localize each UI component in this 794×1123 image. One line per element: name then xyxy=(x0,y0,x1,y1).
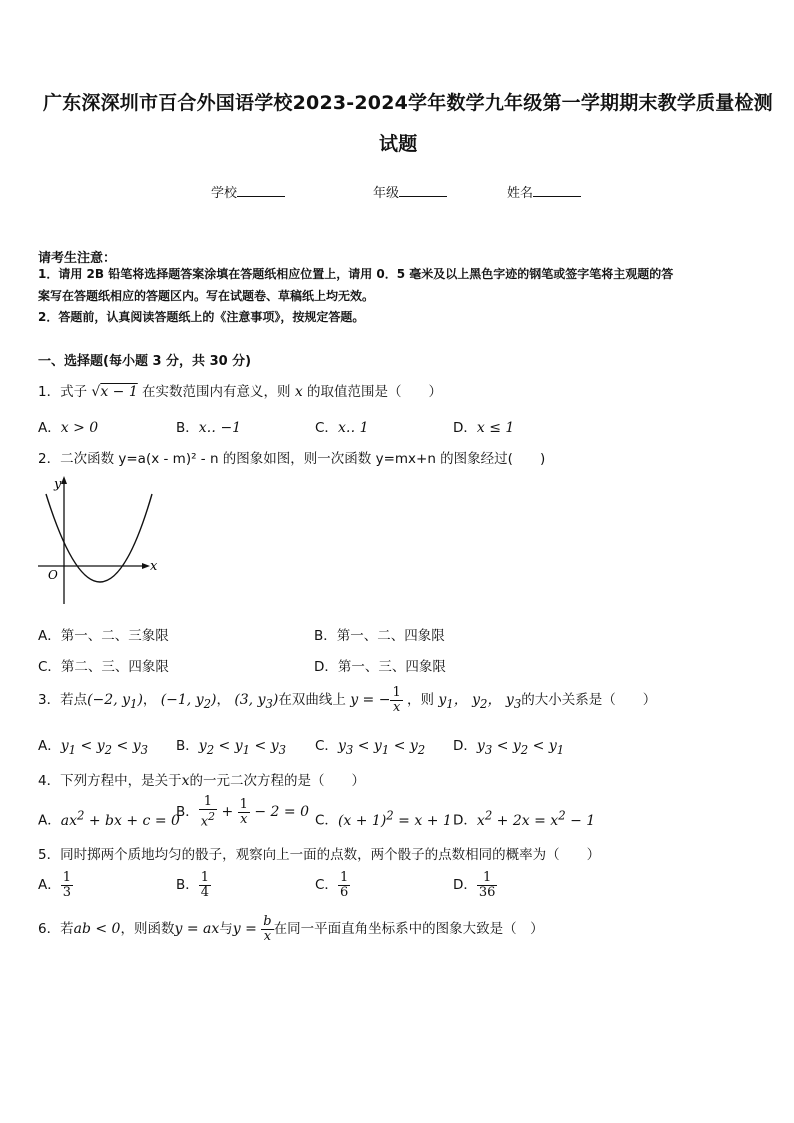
q3-point1: (−2, $y_1$) xyxy=(87,692,143,711)
q3-option-b[interactable] xyxy=(176,734,286,757)
q3-point3: (3, $y_3$) xyxy=(234,692,279,711)
q4-b-label: B． xyxy=(176,804,199,821)
y-axis-arrow xyxy=(61,476,67,484)
q4-pre: 4．下列方程中，是关于 xyxy=(38,773,182,789)
q4-c-expr: $(x + 1)^2 = x + 1$ xyxy=(337,808,452,829)
q4-c-label: C． xyxy=(315,812,338,829)
q4-option-a[interactable] xyxy=(38,800,180,836)
q1-option-d[interactable] xyxy=(453,416,514,436)
q5-b-frac: $\frac{1}{4}$ xyxy=(200,869,210,900)
school-label: 学校 xyxy=(211,186,238,201)
q6-func1: y = ax xyxy=(174,921,220,937)
q2-parabola-graph xyxy=(34,474,164,608)
q4-variable: x xyxy=(181,773,190,789)
q1-b-expr: x‥ −1 xyxy=(198,420,242,436)
q3-mid: 在双曲线上 xyxy=(278,692,346,708)
name-label: 姓名 xyxy=(507,186,534,201)
q3-d-label: D． xyxy=(453,738,477,754)
q3-option-d[interactable] xyxy=(453,734,564,757)
q1-a-label: A． xyxy=(38,420,61,436)
q3-fraction: $\frac{1}{x}$ xyxy=(392,684,401,715)
q1-option-c[interactable] xyxy=(315,416,369,436)
notice-item2: 2．答题前，认真阅读答题纸上的《注意事项》，按规定答题。 xyxy=(38,310,365,324)
q1-d-label: D． xyxy=(453,420,477,436)
page-title-line2: 试题 xyxy=(379,133,418,155)
q1-d-expr: x ≤ 1 xyxy=(476,420,515,436)
q6-func2-lhs: y = xyxy=(232,921,262,937)
name-blank xyxy=(533,184,581,197)
q4-d-label: D． xyxy=(453,812,477,829)
notice-item1-line1: 1．请用 2B 铅笔将选择题答案涂填在答题纸相应位置上，请用 0．5 毫米及以上黑色字迹的钢笔或签字笔将主观题的答 xyxy=(38,267,674,281)
q5-option-d[interactable] xyxy=(453,868,497,902)
parabola-curve xyxy=(46,494,152,582)
q1-c-expr: x‥ 1 xyxy=(337,420,369,436)
q1-variable: x xyxy=(294,384,303,400)
q3-b-expr: $y_2 < y_1 < y_3$ xyxy=(198,738,287,757)
q3-tail: 的大小关系是（ ） xyxy=(521,692,657,708)
q6-condition: ab < 0 xyxy=(73,921,121,937)
school-field xyxy=(211,182,285,201)
page-title: 广东深深圳市百合外国语学校2023-2024学年数学九年级第一学期期末教学质量检测 xyxy=(43,92,773,114)
q3-a-expr: $y_1 < y_2 < y_3$ xyxy=(60,738,149,757)
q6-post: 在同一平面直角坐标系中的图象大致是（ ） xyxy=(273,921,544,937)
q5-b-label: B． xyxy=(176,877,199,893)
x-axis-arrow xyxy=(142,563,150,569)
q5-option-b[interactable] xyxy=(176,868,211,902)
q2-option-d[interactable]: D．第一、三、四象限 xyxy=(314,659,446,675)
q5-d-label: D． xyxy=(453,877,477,893)
question-2-stem: 2．二次函数 y=a(x - m)² - n 的图象如图，则一次函数 y=mx+n 的图象经过( ) xyxy=(38,451,546,467)
q2-option-c[interactable]: C．第二、三、四象限 xyxy=(38,659,169,675)
q3-c-expr: $y_3 < y_1 < y_2$ xyxy=(337,738,426,757)
q5-a-label: A． xyxy=(38,877,61,893)
q6-func2-frac: $\frac{b}{x}$ xyxy=(263,913,272,944)
question-3-stem: 3．若点(−2, $y_1$)， (−1, $y_2$)， (3, $y_3$)在双曲线上 y = − $\frac{1}{x}$ ，则 $y_1$， $y_2$， $y_3$的大小关系是（ ） xyxy=(38,684,657,715)
question-6-stem xyxy=(38,912,544,946)
q3-point2: (−1, $y_2$) xyxy=(160,692,217,711)
q4-b-tail: − 2 = 0 xyxy=(249,804,309,821)
notice-item1-line2: 案写在答题纸相应的答题区内。写在试题卷、草稿纸上均无效。 xyxy=(38,289,375,303)
q3-vars: $y_1$， $y_2$， $y_3$ xyxy=(438,692,522,711)
q1-post: 的取值范围是（ ） xyxy=(307,384,443,400)
origin-label: O xyxy=(48,568,58,582)
question-5-stem: 5．同时掷两个质地均匀的骰子，观察向上一面的点数，两个骰子的点数相同的概率为（ ） xyxy=(38,847,601,863)
q6-mid2: 与 xyxy=(219,921,233,937)
q4-d-expr: $x^2 + 2x = x^2 - 1$ xyxy=(476,808,596,829)
question-4-stem xyxy=(38,769,365,789)
q4-post: 的一元二次方程的是（ ） xyxy=(189,773,365,789)
q3-pre: 3．若点 xyxy=(38,692,88,708)
q6-pre: 6．若 xyxy=(38,921,74,937)
q6-mid1: ，则函数 xyxy=(120,921,175,937)
q3-option-c[interactable] xyxy=(315,734,425,757)
q5-c-label: C． xyxy=(315,877,338,893)
q1-option-a[interactable] xyxy=(38,416,98,436)
q1-pre: 1．式子 xyxy=(38,384,88,400)
q4-b-frac2: $\frac{1}{x}$ xyxy=(239,796,248,827)
grade-blank xyxy=(399,184,447,197)
notice-heading: 请考生注意： xyxy=(38,251,117,266)
q2-option-a[interactable]: A．第一、二、三象限 xyxy=(38,628,169,644)
q2-option-b[interactable]: B．第一、二、四象限 xyxy=(314,628,445,644)
q4-a-expr: $ax^2$ + bx + c = 0 xyxy=(60,808,180,829)
q3-function-lhs: y = − xyxy=(350,692,391,708)
grade-field xyxy=(373,182,447,201)
q5-d-frac: $\frac{1}{36}$ xyxy=(478,869,496,900)
q4-option-d[interactable] xyxy=(453,800,595,836)
grade-label: 年级 xyxy=(373,186,400,201)
q1-a-expr: x > 0 xyxy=(60,420,99,436)
q3-post: ，则 xyxy=(407,692,435,708)
q1-sqrt-expr: √x − 1 xyxy=(91,384,138,400)
q5-option-c[interactable] xyxy=(315,868,350,902)
q4-option-b[interactable]: B． $\frac{1}{x^2}$ + $\frac{1}{x}$ − 2 = 0 xyxy=(176,794,309,830)
q1-c-label: C． xyxy=(315,420,338,436)
section-heading: 一、选择题(每小题 3 分，共 30 分) xyxy=(38,354,252,369)
q4-option-c[interactable] xyxy=(315,800,452,836)
q4-b-frac1: $\frac{1}{x^2}$ xyxy=(200,794,215,830)
q3-a-label: A． xyxy=(38,738,61,754)
q3-option-a[interactable] xyxy=(38,734,148,757)
q1-mid: 在实数范围内有意义，则 xyxy=(142,384,291,400)
q5-a-frac: $\frac{1}{3}$ xyxy=(62,869,72,900)
q1-option-b[interactable] xyxy=(176,416,241,436)
q5-c-frac: $\frac{1}{6}$ xyxy=(339,869,349,900)
q3-b-label: B． xyxy=(176,738,199,754)
q4-a-label: A． xyxy=(38,812,61,829)
q1-b-label: B． xyxy=(176,420,199,436)
school-blank xyxy=(237,184,285,197)
q5-option-a[interactable] xyxy=(38,868,73,902)
q3-d-expr: $y_3 < y_2 < y_1$ xyxy=(476,738,565,757)
y-axis-label: y xyxy=(54,477,62,492)
q3-c-label: C． xyxy=(315,738,338,754)
x-axis-label: x xyxy=(150,559,158,574)
name-field xyxy=(507,182,581,201)
question-1-stem xyxy=(38,380,442,400)
